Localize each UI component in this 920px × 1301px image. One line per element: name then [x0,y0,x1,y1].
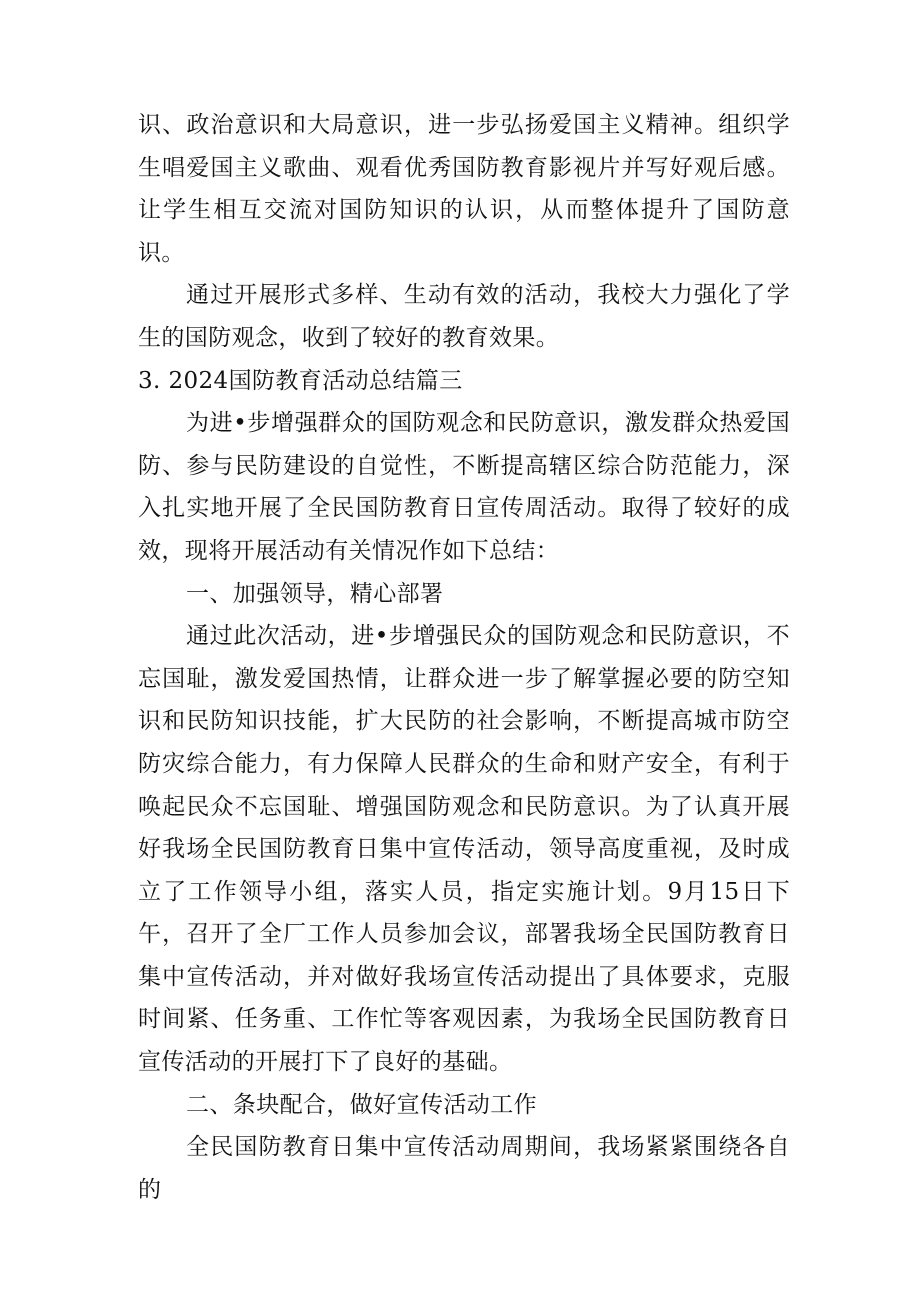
document-body [138,104,790,1211]
subheading-coordination-publicity: 二、条块配合，做好宣传活动工作 [186,1091,537,1118]
subheading-leadership-deployment: 一、加强领导，精心部署 [186,580,444,607]
paragraph-activity-overview: 为进•步增强群众的国防观念和民防意识，激发群众热爱国防、参与民防建设的自觉性，不断提高辖区综合防范能力，深入扎实地开展了全民国防教育日宣传周活动。取得了较好的成效，现将开展活动有关情况作如下总结： [138,410,790,564]
paragraph-leadership-details: 通过此次活动，进•步增强民众的国防观念和民防意识，不忘国耻，激发爱国热情，让群众进一步了解掌握必要的防空知识和民防知识技能，扩大民防的社会影响，不断提高城市防空防灾综合能力，有力保障人民群众的生命和财产安全，有利于唤起民众不忘国耻、增强国防观念和民防意识。为了认真开展好我场全民国防教育日集中宣传活动，领导高度重视，及时成立了工作领导小组，落实人员，指定实施计划。9月15日下午，召开了全厂工作人员参加会议，部署我场全民国防教育日集中宣传活动，并对做好我场宣传活动提出了具体要求，克服时间紧、任务重、工作忙等客观因素，为我场全民国防教育日宣传活动的开展打下了良好的基础。 [138,623,790,1076]
paragraph-continued-intro: 识、政治意识和大局意识，进一步弘扬爱国主义精神。组织学生唱爱国主义歌曲、观看优秀国防教育影视片并写好观后感。让学生相互交流对国防知识的认识，从而整体提升了国防意识。 [138,112,790,266]
paragraph-activity-effect: 通过开展形式多样、生动有效的活动，我校大力强化了学生的国防观念，收到了较好的教育效果。 [138,282,790,351]
section-heading-part-three: 3. 2024国防教育活动总结篇三 [138,367,463,394]
paragraph-publicity-week: 全民国防教育日集中宣传活动周期间，我场紧紧围绕各自的 [138,1134,790,1203]
